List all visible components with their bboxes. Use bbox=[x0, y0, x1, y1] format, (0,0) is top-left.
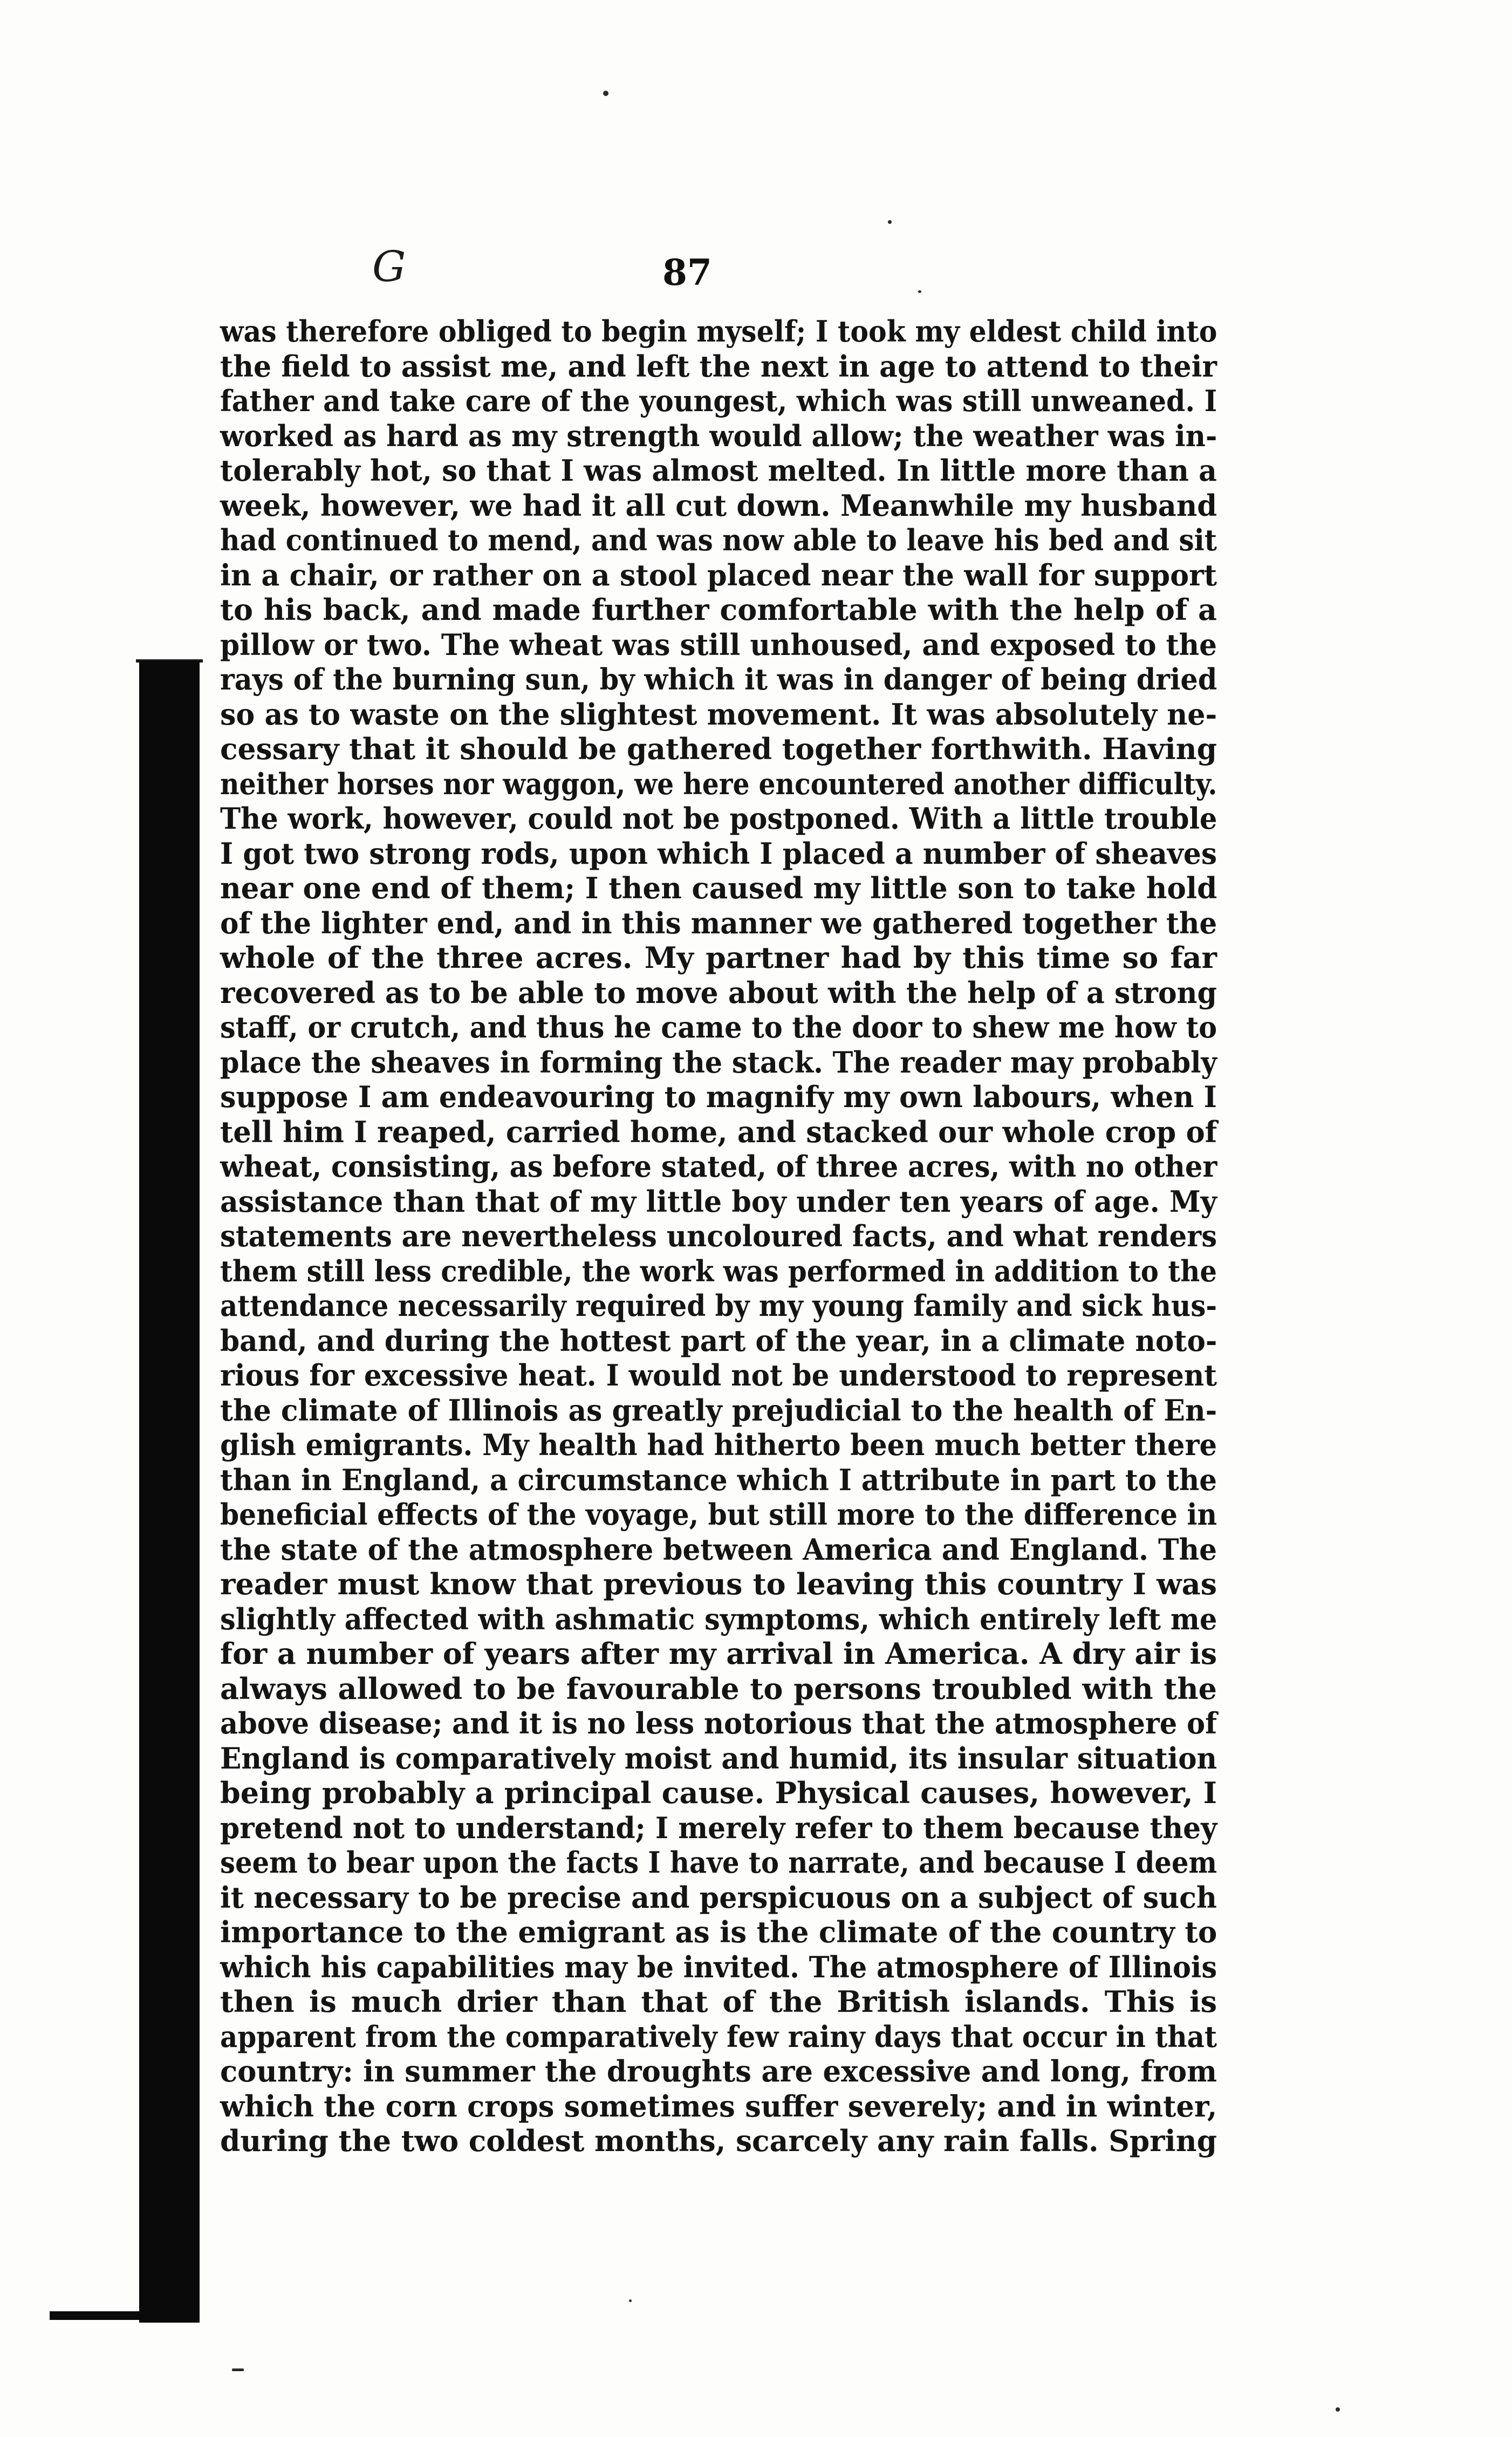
text-line: attendance necessarily required by my young family and sick hus- bbox=[220, 1288, 1217, 1323]
text-line: whole of the three acres. My partner had by this time so far bbox=[220, 940, 1217, 975]
text-line: had continued to mend, and was now able to leave his bed and sit bbox=[220, 523, 1217, 557]
text-line: during the two coldest months, scarcely any rain falls. Spring bbox=[220, 2124, 1217, 2158]
text-line: week, however, we had it all cut down. Meanwhile my husband bbox=[220, 488, 1217, 523]
ink-speck bbox=[603, 91, 608, 96]
text-line: the state of the atmosphere between America and England. The bbox=[220, 1532, 1217, 1567]
text-line: I got two strong rods, upon which I placed a number of sheaves bbox=[220, 836, 1217, 871]
text-line: then is much drier than that of the British islands. This is bbox=[220, 1984, 1217, 2019]
text-line: tell him I reaped, carried home, and stacked our whole crop of bbox=[220, 1114, 1217, 1149]
text-line: staff, or crutch, and thus he came to the door to shew me how to bbox=[220, 1010, 1217, 1045]
text-line: reader must know that previous to leaving this country I was bbox=[220, 1567, 1217, 1601]
text-line: tolerably hot, so that I was almost melted. In little more than a bbox=[220, 453, 1217, 488]
text-line: The work, however, could not be postponed. With a little trouble bbox=[220, 801, 1217, 836]
text-line: of the lighter end, and in this manner we gathered together the bbox=[220, 905, 1217, 940]
body-text bbox=[220, 314, 1217, 2159]
folio-mark: G bbox=[372, 243, 406, 291]
text-line: place the sheaves in forming the stack. The reader may probably bbox=[220, 1045, 1217, 1080]
text-line: band, and during the hottest part of the year, in a climate noto- bbox=[220, 1323, 1217, 1358]
text-line: to his back, and made further comfortable with the help of a bbox=[220, 592, 1217, 627]
text-line: cessary that it should be gathered together forthwith. Having bbox=[220, 732, 1217, 766]
text-line: near one end of them; I then caused my little son to take hold bbox=[220, 871, 1217, 905]
text-line: importance to the emigrant as is the climate of the country to bbox=[220, 1915, 1217, 1949]
text-line: suppose I am endeavouring to magnify my own labours, when I bbox=[220, 1080, 1217, 1114]
text-line: always allowed to be favourable to persons troubled with the bbox=[220, 1671, 1217, 1706]
text-line: recovered as to be able to move about with the help of a strong bbox=[220, 975, 1217, 1010]
text-line: pillow or two. The wheat was still unhoused, and exposed to the bbox=[220, 627, 1217, 662]
text-line: it necessary to be precise and perspicuous on a subject of such bbox=[220, 1880, 1217, 1915]
ink-speck bbox=[629, 2299, 632, 2302]
text-line: pretend not to understand; I merely refer to them because they bbox=[220, 1810, 1217, 1845]
binding-shadow bbox=[139, 661, 200, 2323]
text-line: rays of the burning sun, by which it was in danger of being dried bbox=[220, 662, 1217, 697]
text-line: which his capabilities may be invited. The atmosphere of Illinois bbox=[220, 1949, 1217, 1984]
text-line: assistance than that of my little boy under ten years of age. My bbox=[220, 1184, 1217, 1219]
text-line: rious for excessive heat. I would not be understood to represent bbox=[220, 1358, 1217, 1392]
text-line: seem to bear upon the facts I have to narrate, and because I deem bbox=[220, 1845, 1217, 1880]
text-line: worked as hard as my strength would allow; the weather was in- bbox=[220, 418, 1217, 453]
ink-speck bbox=[918, 290, 921, 293]
text-line: apparent from the comparatively few rainy days that occur in that bbox=[220, 2019, 1217, 2054]
text-line: than in England, a circumstance which I attribute in part to the bbox=[220, 1462, 1217, 1497]
text-line: country: in summer the droughts are excessive and long, from bbox=[220, 2054, 1217, 2088]
page-number: 87 bbox=[662, 251, 712, 293]
binding-shadow-foot bbox=[50, 2311, 200, 2320]
text-line: statements are nevertheless uncoloured facts, and what renders bbox=[220, 1219, 1217, 1253]
text-line: England is comparatively moist and humid, its insular situation bbox=[220, 1740, 1217, 1776]
text-line: father and take care of the youngest, which was still unweaned. I bbox=[220, 384, 1217, 418]
ink-speck bbox=[888, 220, 892, 224]
text-line: wheat, consisting, as before stated, of three acres, with no other bbox=[220, 1149, 1217, 1184]
text-line: slightly affected with ashmatic symptoms, which entirely left me bbox=[220, 1601, 1217, 1636]
text-line: so as to waste on the slightest movement. It was absolutely ne- bbox=[220, 697, 1217, 732]
text-line: which the corn crops sometimes suffer severely; and in winter, bbox=[220, 2088, 1217, 2124]
text-line: beneficial effects of the voyage, but still more to the difference in bbox=[220, 1497, 1217, 1532]
text-line: the climate of Illinois as greatly prejudicial to the health of En- bbox=[220, 1392, 1217, 1428]
text-line: was therefore obliged to begin myself; I took my eldest child into bbox=[220, 314, 1217, 349]
text-line: glish emigrants. My health had hitherto been much better there bbox=[220, 1428, 1217, 1462]
ink-speck bbox=[1336, 2407, 1340, 2412]
text-line: for a number of years after my arrival in America. A dry air is bbox=[220, 1636, 1217, 1671]
ink-speck bbox=[232, 2368, 244, 2371]
text-line: neither horses nor waggon, we here encountered another difficulty. bbox=[220, 766, 1217, 801]
text-line: being probably a principal cause. Physical causes, however, I bbox=[220, 1776, 1217, 1810]
text-line: above disease; and it is no less notorious that the atmosphere of bbox=[220, 1706, 1217, 1740]
text-line: them still less credible, the work was performed in addition to the bbox=[220, 1253, 1217, 1288]
text-line: in a chair, or rather on a stool placed near the wall for support bbox=[220, 557, 1217, 592]
text-line: the field to assist me, and left the next in age to attend to their bbox=[220, 349, 1217, 384]
